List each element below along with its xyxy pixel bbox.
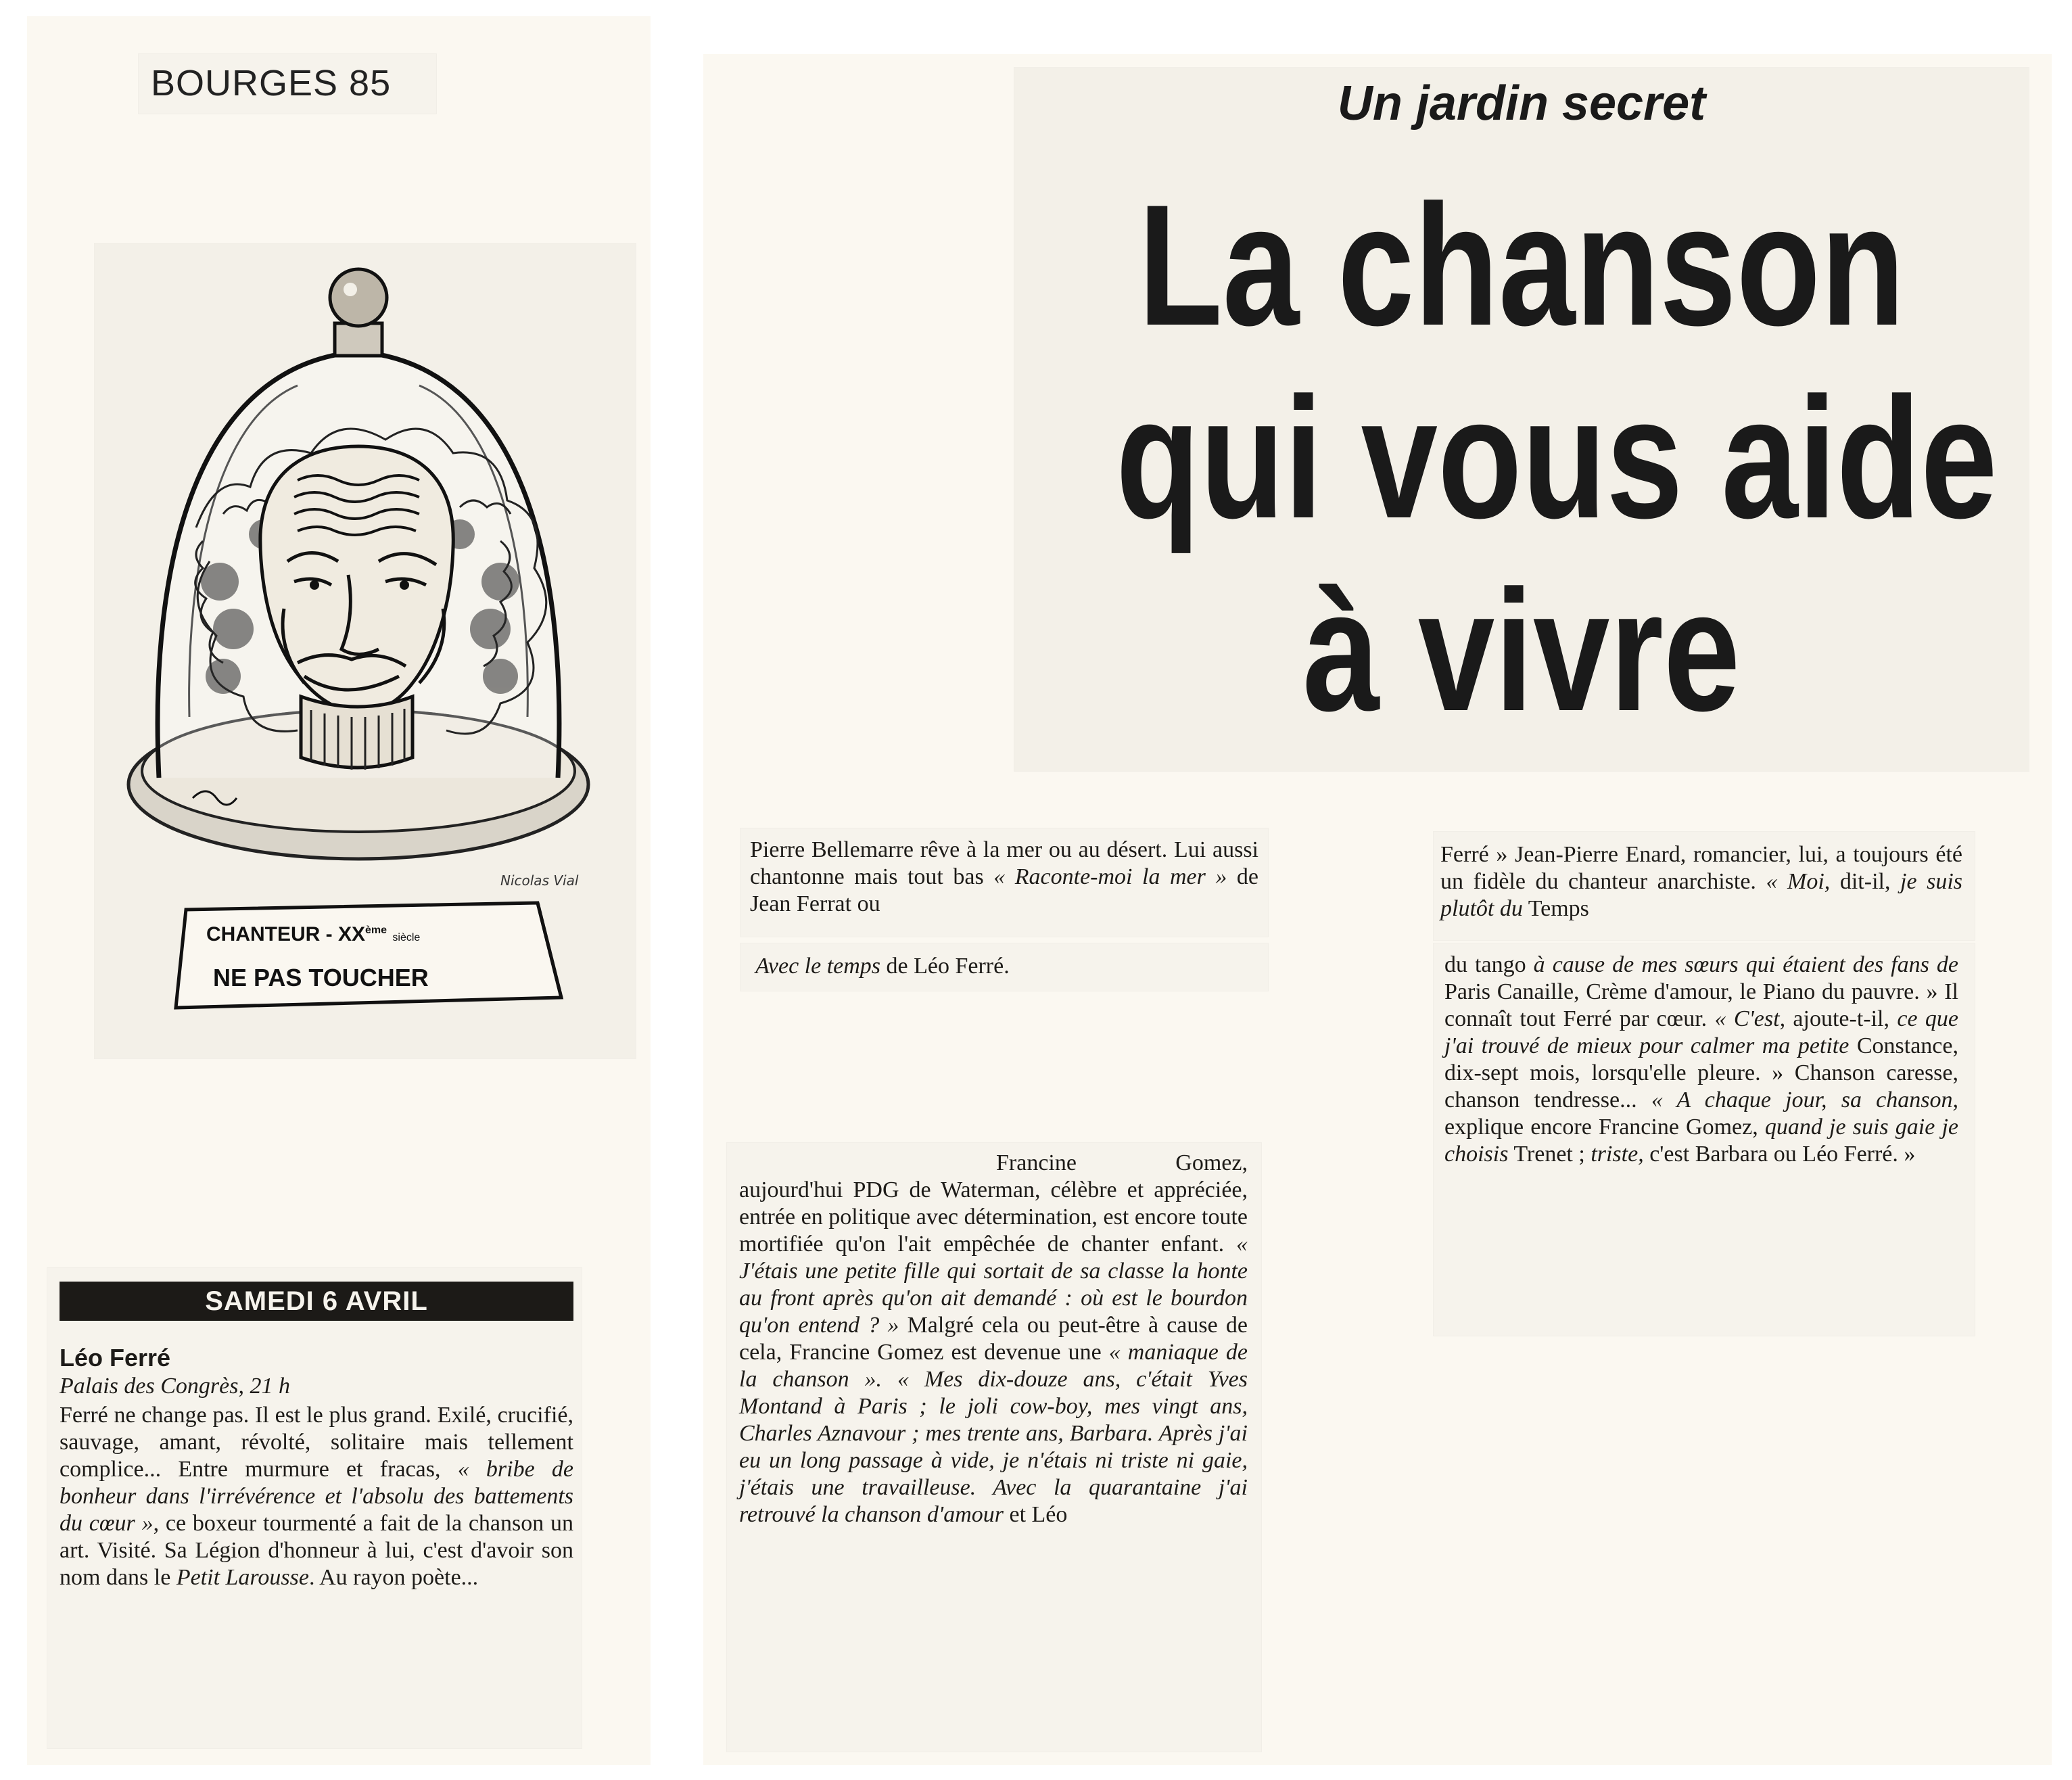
col2-text — [739, 1150, 1248, 1528]
col2-t1: Francine Gomez, aujourd'hui PDG de Waterman, célèbre et appréciée, entrée en politique avec détermination, est encore toute mortifiée qu'on l'ait empêchée de chanter enfant. — [739, 1150, 1248, 1257]
col3-a-i1: « Moi, — [1766, 869, 1831, 894]
col3-b-t5: explique encore Francine Gomez, — [1444, 1115, 1765, 1140]
headline-line-2: qui vous aide — [1116, 362, 1998, 555]
col2-t2: Malgré cela ou peut-être à cause de cela, Francine Gomez est devenue une — [739, 1313, 1248, 1365]
col3-b-i6: triste, — [1591, 1142, 1644, 1167]
col2-clipping — [727, 1143, 1261, 1752]
col3-b-i1: à cause de mes sœurs qui étaient des fans de — [1533, 952, 1958, 977]
masthead: BOURGES 85 — [151, 63, 392, 103]
col3-b-i4: « A chaque jour, sa chanson, — [1651, 1087, 1959, 1112]
col1-clipping-b — [740, 943, 1268, 991]
col2-i1: « J'étais une petite fille qui sortait de sa classe la honte au front après qu'on ait demandé : où est le bourdon qu'on entend ? » — [739, 1232, 1248, 1338]
listing-text-a: Ferré ne change pas. Il est le plus grand. Exilé, crucifié, sauvage, amant, révolté, solitaire mais tellement complice... Entre murmure et fracas, — [60, 1403, 573, 1482]
listing-quote: « bribe de bonheur dans l'irrévérence et l'absolu des battements du cœur » — [60, 1457, 573, 1536]
col1-b-t1: de Léo Ferré. — [880, 954, 1010, 979]
sign-line-2: NE PAS TOUCHER — [213, 964, 429, 991]
col2-i2: « maniaque de la chanson ». — [739, 1340, 1248, 1392]
kicker: Un jardin secret — [1337, 76, 1706, 131]
listing-artist: Léo Ferré — [60, 1344, 171, 1372]
col3-a-t1: Ferré » Jean-Pierre Enard, romancier, lui, a toujours été un fidèle du chanteur anarchiste. — [1440, 842, 1962, 894]
col3-b-t7: c'est Barbara ou Léo Ferré. » — [1643, 1142, 1916, 1167]
headline — [1116, 169, 1998, 747]
col3-clipping-a — [1434, 832, 1975, 940]
cartoon-clipping — [95, 243, 636, 1058]
col3-a-t2: dit-il, — [1830, 869, 1901, 894]
listing-text-b: , ce boxeur tourmenté a fait de la chanson un art. Visité. Sa Légion d'honneur à lui, c'est d'avoir son nom dans le — [60, 1511, 574, 1590]
listing-clipping — [47, 1268, 582, 1748]
headline-line-1: La chanson — [1138, 169, 1905, 362]
listing-body — [60, 1402, 573, 1591]
date-bar-label: SAMEDI 6 AVRIL — [205, 1286, 428, 1316]
listing-venue: Palais des Congrès, 21 h — [60, 1374, 290, 1399]
col1-a-t1: Pierre Bellemarre rêve à la mer ou au désert. Lui aussi chantonne mais tout bas — [750, 837, 1258, 889]
listing-text-c: . Au rayon poète... — [308, 1565, 479, 1590]
col3-b-i2: « C'est, — [1714, 1006, 1786, 1031]
headline-clipping — [1014, 68, 2029, 771]
col3-b-t1: du tango — [1444, 952, 1534, 977]
col1-b-i1: Avec le temps — [755, 954, 881, 979]
col1-text-a — [750, 837, 1258, 918]
col3-b-t3: ajoute-t-il, — [1785, 1006, 1898, 1031]
col3-clipping-b — [1434, 943, 1975, 1336]
col3-b-t6: Trenet ; — [1508, 1142, 1591, 1167]
col1-a-i1: « Raconte-moi la mer » — [993, 864, 1227, 889]
listing-petit-larousse: Petit Larousse — [176, 1565, 309, 1590]
col1-clipping-a — [740, 828, 1268, 937]
sign-sup: ème — [365, 924, 387, 936]
date-bar — [60, 1282, 573, 1321]
col3-a-t3: Temps — [1522, 896, 1589, 921]
headline-line-3: à vivre — [1302, 555, 1741, 747]
col2-i3: « Mes dix-douze ans, c'était Yves Montand à Paris ; le joli cow-boy, mes vingt ans, Charles Aznavour ; mes trente ans, Barbara. Après j'ai eu un long passage à vide, je n'étais ni triste ni gaie, j'étais une travailleuse. Avec la quarantaine j'ai retrouvé la chanson d'amour — [739, 1367, 1248, 1527]
cartoon-signature: Nicolas Vial — [500, 872, 579, 889]
col3-text-a — [1440, 841, 1962, 922]
col3-a-i2: je suis plutôt du — [1440, 869, 1963, 921]
sign-siecle: siècle — [392, 932, 421, 943]
col3-b-i3: ce que j'ai trouvé de mieux pour calmer ma petite — [1444, 1006, 1958, 1058]
sign-line-1 — [206, 923, 420, 946]
col2-t3: et Léo — [1003, 1502, 1068, 1527]
sign-chanteur: CHANTEUR - XX — [206, 923, 366, 945]
masthead-clipping — [139, 54, 436, 114]
col3-b-t2: Paris Canaille, Crème d'amour, le Piano du pauvre. » Il connaît tout Ferré par cœur. — [1444, 979, 1958, 1031]
col3-text-b — [1444, 952, 1958, 1168]
col1-text-b — [755, 953, 1256, 980]
col1-a-t2: de Jean Ferrat ou — [750, 864, 1259, 916]
col3-b-t4: Constance, dix-sept mois, lorsqu'elle pleure. » Chanson caresse, chanson tendresse... — [1444, 1033, 1958, 1112]
col3-b-i5: quand je suis gaie je choisis — [1444, 1115, 1958, 1167]
